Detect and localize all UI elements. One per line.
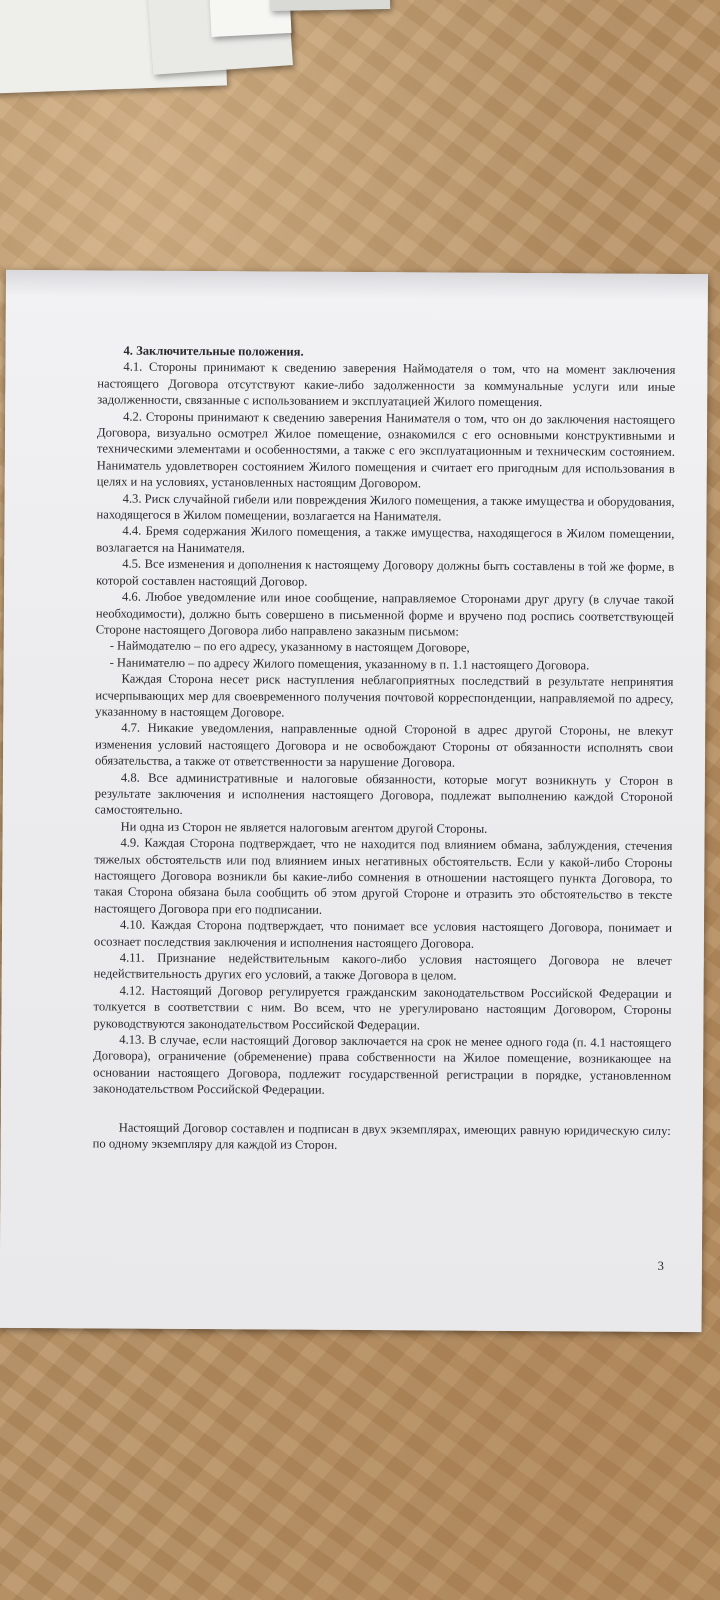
document-body: [93, 342, 676, 1155]
closing-statement: Настоящий Договор составлен и подписан в двух экземплярах, имеющих равную юридическую силу: по одному экземпляру для каждой из Сторон.: [92, 1120, 671, 1152]
paper-stack-sheet: [270, 0, 390, 11]
clause-4-6-risk: Каждая Сторона несет риск наступления неблагоприятных последствий в результате непринятия исчерпывающих мер для своевременного получения почтовой корреспонденции, направляемой по адресу, указанному в настоящем Договоре.: [95, 671, 674, 720]
clause-4-6: 4.6. Любое уведомление или иное сообщение, направляемое Сторонами друг другу (в случае такой необходимости), должно быть совершено в письменной форме и вручено под роспись соответствующей Стороне настоящего Договора либо направлено заказным письмом:: [95, 589, 675, 639]
clause-4-12: 4.12. Настоящий Договор регулируется гражданским законодательством Российской Федерации и толкуется в соответствии с ним. Во всем, что не урегулировано настоящим Договором, Стороны руководствуются законодательством Российской Федерации.: [93, 983, 672, 1033]
list-item-landlord: - Наймодателю – по его адресу, указанному в настоящем Договоре,: [109, 638, 470, 656]
document-page: [0, 270, 708, 1332]
clause-4-7: 4.7. Никакие уведомления, направленные одной Стороной в адрес другой Стороны, не влекут изменения условий настоящего Договора и не освобождают Стороны от обязанности исполнять свои обязательства, а также от ответственности за нарушение Договора.: [94, 720, 674, 770]
clause-4-5: 4.5. Все изменения и дополнения к настоящему Договору должны быть составлены в той же форме, в которой составлен настоящий Договор.: [96, 556, 675, 589]
clause-4-3: 4.3. Риск случайной гибели или повреждения Жилого помещения, а также имущества и оборудования, находящегося в Жилом помещении, возлагается на Нанимателя.: [96, 491, 675, 524]
page-number: 3: [657, 1258, 664, 1273]
clause-4-9: 4.9. Каждая Сторона подтверждает, что не находится под влиянием обмана, заблуждения, стечения тяжелых обстоятельств или под влиянием иных негативных обстоятельств. Если у какой-либо Стороны настоящего Договора возникли бы какие-либо сомнения в отношении настоящего пункта Договора, то такая Сторона обязана была сообщить об этом другой Стороне и отразить это обстоятельство в тексте настоящего Договора при его подписании.: [94, 835, 673, 917]
section-heading: 4. Заключительные положения.: [123, 343, 304, 359]
clause-4-10: 4.10. Каждая Сторона подтверждает, что понимает все условия настоящего Договора, понимает и осознает последствия заключения и исполнения настоящего Договора.: [93, 917, 673, 951]
clause-4-8: 4.8. Все административные и налоговые обязанности, которые могут возникнуть у Сторон в результате заключения и исполнения настоящего Договора, подлежат выполнению каждой Стороной самостоятельно.: [94, 770, 673, 818]
clause-4-1: 4.1. Стороны принимают к сведению заверения Наймодателя о том, что на момент заключения настоящего Договора отсутствуют какие-либо задолженности за коммунальные услуги или иные задолженности, связанные с использованием и эксплуатацией Жилого помещения.: [97, 359, 676, 410]
clause-4-2: 4.2. Стороны принимают к сведению заверения Нанимателя о том, что он до заключения настоящего Договора, визуально осмотрел Жилое помещение, ознакомился с его основными конструктивными и техническими элементами и особенностями, а также с его эксплуатационным и техническим состоянием. Наниматель удовлетворен состоянием Жилого помещения и считает его пригодным для использования в целях и на условиях, установленных настоящим Договором.: [96, 409, 676, 491]
clause-4-4: 4.4. Бремя содержания Жилого помещения, а также имущества, находящегося в Жилом помещении, возлагается на Нанимателя.: [96, 524, 675, 556]
clause-4-13: 4.13. В случае, если настоящий Договор заключается на срок не менее одного года (п. 4.1 настоящего Договора), ограничение (обременение) права собственности на Жилое помещение, возникающее на основании настоящего Договора, подлежит государственной регистрации в порядке, установленном законодательством Российской Федерации.: [92, 1032, 672, 1098]
clause-4-8-tax-agent: Ни одна из Сторон не является налоговым агентом другой Стороны.: [120, 819, 488, 836]
clause-4-11: 4.11. Признание недействительным какого-либо условия настоящего Договора не влечет недействительность других его условий, а также Договора в целом.: [93, 950, 672, 984]
list-item-tenant: - Нанимателю – по адресу Жилого помещения, указанному в п. 1.1 настоящего Договора.: [109, 655, 590, 673]
